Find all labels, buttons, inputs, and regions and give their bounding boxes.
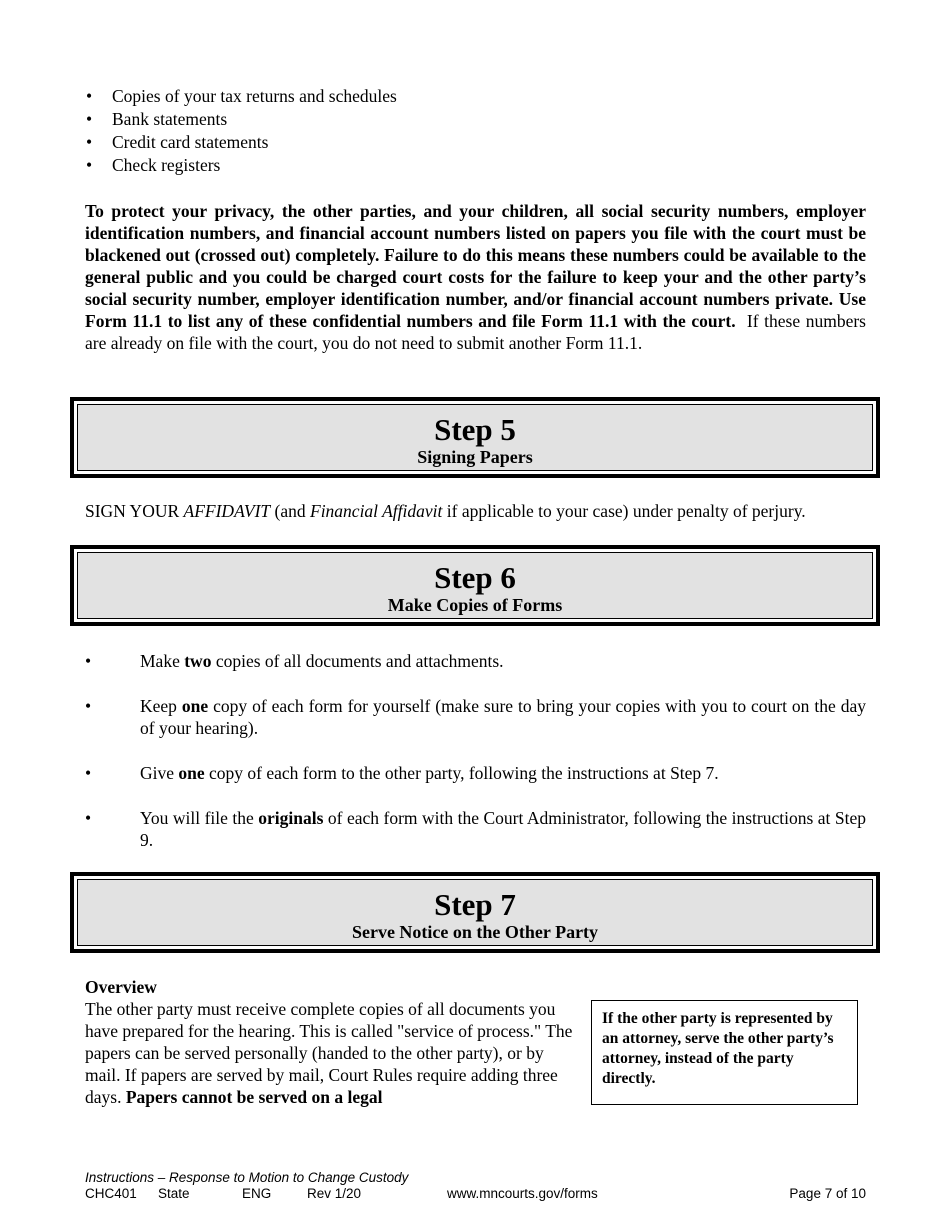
step5-header — [70, 397, 880, 478]
step6-subtitle: Make Copies of Forms — [387, 595, 563, 615]
form-language: ENG — [242, 1186, 272, 1201]
list-item: • Make two copies of all documents and attachments. — [85, 650, 866, 672]
records-bullet-list — [86, 85, 866, 177]
step6-header — [70, 545, 880, 626]
step7-subtitle: Serve Notice on the Other Party — [351, 922, 599, 942]
list-item: • You will file the originals of each form with the Court Administrator, following the instructions at Step 9. — [85, 807, 866, 851]
affidavit-term: AFFIDAVIT — [183, 501, 271, 521]
list-item: • Give one copy of each form to the other party, following the instructions at Step 7. — [85, 762, 866, 784]
page-footer — [85, 1170, 866, 1202]
form-code: CHC401 — [85, 1186, 137, 1201]
overview-heading: Overview — [85, 977, 157, 997]
footer-row — [85, 1186, 866, 1202]
list-item: • Bank statements — [86, 108, 866, 131]
privacy-notice-bold: To protect your privacy, the other parties, and your children, all social security numbers, employer identification numbers, and financial account numbers listed on papers you file with the court must be blackened out (crossed out) completely. Failure to do this means these numbers could be available to the general public and you could be charged court costs for the failure to keep your and the other party’s social security number, employer identification number, and/or financial account numbers private. Use Form 11.1 to list any of these confidential numbers and file Form 11.1 with the court. — [85, 201, 866, 331]
step5-subtitle: Signing Papers — [417, 447, 533, 467]
sign-text-2: (and — [270, 501, 310, 521]
website-link[interactable]: www.mncourts.gov/forms — [447, 1186, 598, 1201]
step6-title: Step 6 — [434, 560, 516, 595]
page-number: Page 7 of 10 — [789, 1186, 866, 1201]
overview-text: The other party must receive complete copies of all documents you have prepared for the hearing. This is called "service of process." The papers can be served personally (handed to the other party), or by mail. If papers are served by mail, Court Rules require adding three days. Papers cannot be served on a legal — [85, 999, 573, 1107]
step7-header — [70, 872, 880, 953]
attorney-note-box: If the other party is represented by an attorney, serve the other party’s attorney, instead of the party directly. — [591, 1000, 858, 1105]
privacy-notice-plain: If these numbers are already on file with the court, you do not need to submit another Form 11.1. — [85, 311, 871, 353]
list-item: • Check registers — [86, 154, 866, 177]
form-state: State — [158, 1186, 190, 1201]
list-item: • Copies of your tax returns and schedules — [86, 85, 866, 108]
privacy-notice — [85, 200, 871, 354]
sign-text-3: if applicable to your case) under penalty of perjury. — [442, 501, 806, 521]
sign-text-1: SIGN YOUR — [85, 501, 184, 521]
footer-title: Instructions – Response to Motion to Change Custody — [85, 1170, 409, 1185]
financial-affidavit-term: Financial Affidavit — [310, 501, 443, 521]
list-item: • Keep one copy of each form for yourself (make sure to bring your copies with you to court on the day of your hearing). — [85, 695, 866, 739]
form-revision: Rev 1/20 — [307, 1186, 362, 1201]
overview-bold-tail: Papers cannot be served on a legal — [125, 1087, 383, 1107]
copies-bullet-list — [85, 650, 866, 874]
list-item: • Credit card statements — [86, 131, 866, 154]
sign-instruction — [85, 500, 885, 522]
step5-title: Step 5 — [434, 412, 516, 447]
step7-title: Step 7 — [434, 887, 516, 922]
